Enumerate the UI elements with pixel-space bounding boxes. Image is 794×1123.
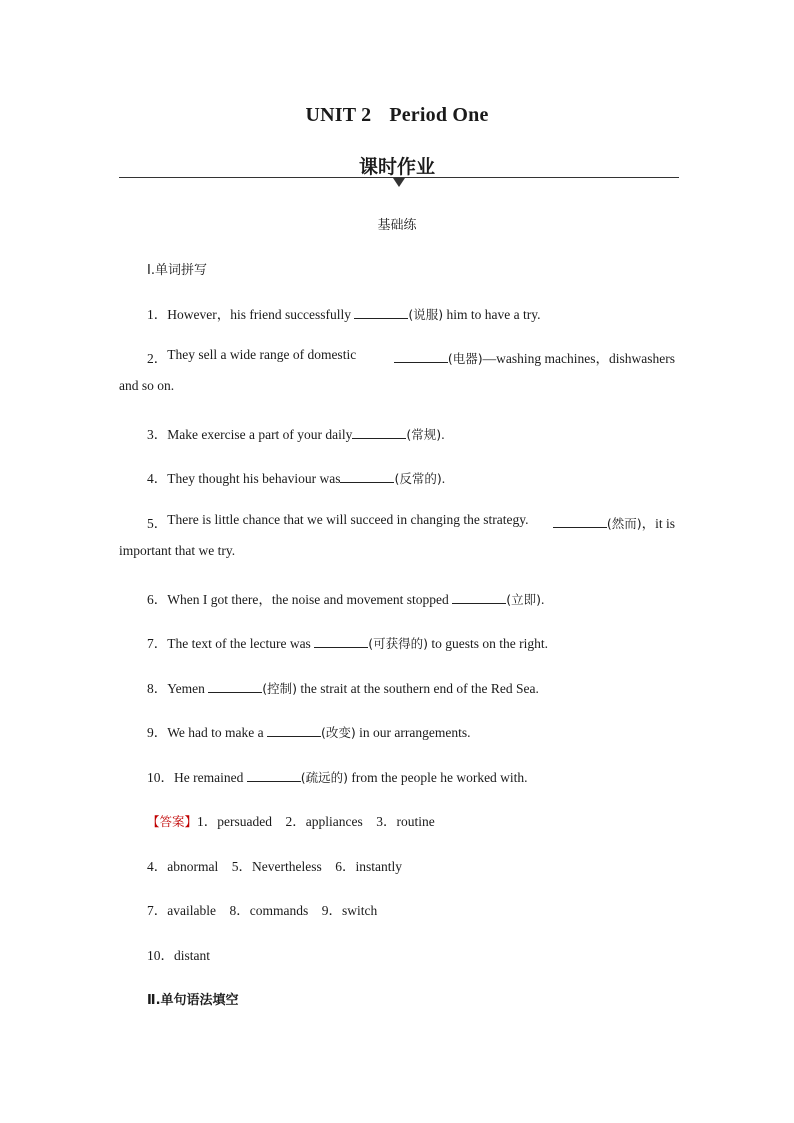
answer-line-2: 4．abnormal 5．Nevertheless 6．instantly [147, 859, 402, 874]
answer-blank [352, 426, 406, 439]
question-5-continued: important that we try. [119, 543, 236, 558]
answer-blank [267, 724, 321, 737]
question-3: 3．Make exercise a part of your daily (常规). [147, 427, 445, 442]
question-8: 8．Yemen (控制) the strait at the southern end of the Red Sea. [147, 681, 539, 696]
part1-heading: Ⅰ.单词拼写 [147, 263, 207, 278]
answer-blank [340, 470, 394, 483]
answer-tag: 【答案】 [147, 814, 198, 829]
question-10: 10．He remained (疏远的) from the people he worked with. [147, 770, 528, 785]
answer-blank [553, 515, 607, 528]
question-2-continued: and so on. [119, 378, 175, 393]
answer-blank [354, 306, 408, 319]
question-5: 5． There is little chance that we will succeed in changing the strategy. (然而)，it is [147, 512, 675, 531]
question-1: 1．However，his friend successfully (说服) him to have a try. [147, 307, 541, 322]
question-6: 6．When I got there，the noise and movement stopped (立即). [147, 592, 545, 607]
answer-line-1: 【答案】1．persuaded 2．appliances 3．routine [147, 814, 435, 829]
page-subtitle: 课时作业 [358, 156, 435, 178]
answer-line-3: 7．available 8．commands 9．switch [147, 903, 378, 918]
answer-blank [208, 680, 262, 693]
question-7: 7．The text of the lecture was (可获得的) to guests on the right. [147, 636, 548, 651]
answer-line-4: 10．distant [147, 948, 210, 963]
question-2-text: They sell a wide range of domestic (电器)—washing machines，dishwashers [167, 347, 675, 366]
period-label: Period One [389, 104, 489, 126]
triangle-marker-icon [393, 178, 405, 187]
unit-title [0, 104, 794, 127]
unit-label: UNIT 2 [305, 104, 372, 126]
question-2: 2． They sell a wide range of domestic (电器)—washing machines，dishwashers [147, 347, 675, 366]
answer-blank [452, 591, 506, 604]
question-9: 9．We had to make a (改变) in our arrangements. [147, 725, 471, 740]
section-basic-practice: 基础练 [377, 218, 417, 233]
part2-heading: Ⅱ.单句语法填空 [147, 993, 239, 1008]
question-5-text: There is little chance that we will succeed in changing the strategy. (然而)，it is [167, 512, 675, 531]
question-4: 4．They thought his behaviour was (反常的). [147, 471, 446, 486]
answer-blank [247, 769, 301, 782]
answer-blank [314, 635, 368, 648]
answer-blank [394, 350, 448, 363]
